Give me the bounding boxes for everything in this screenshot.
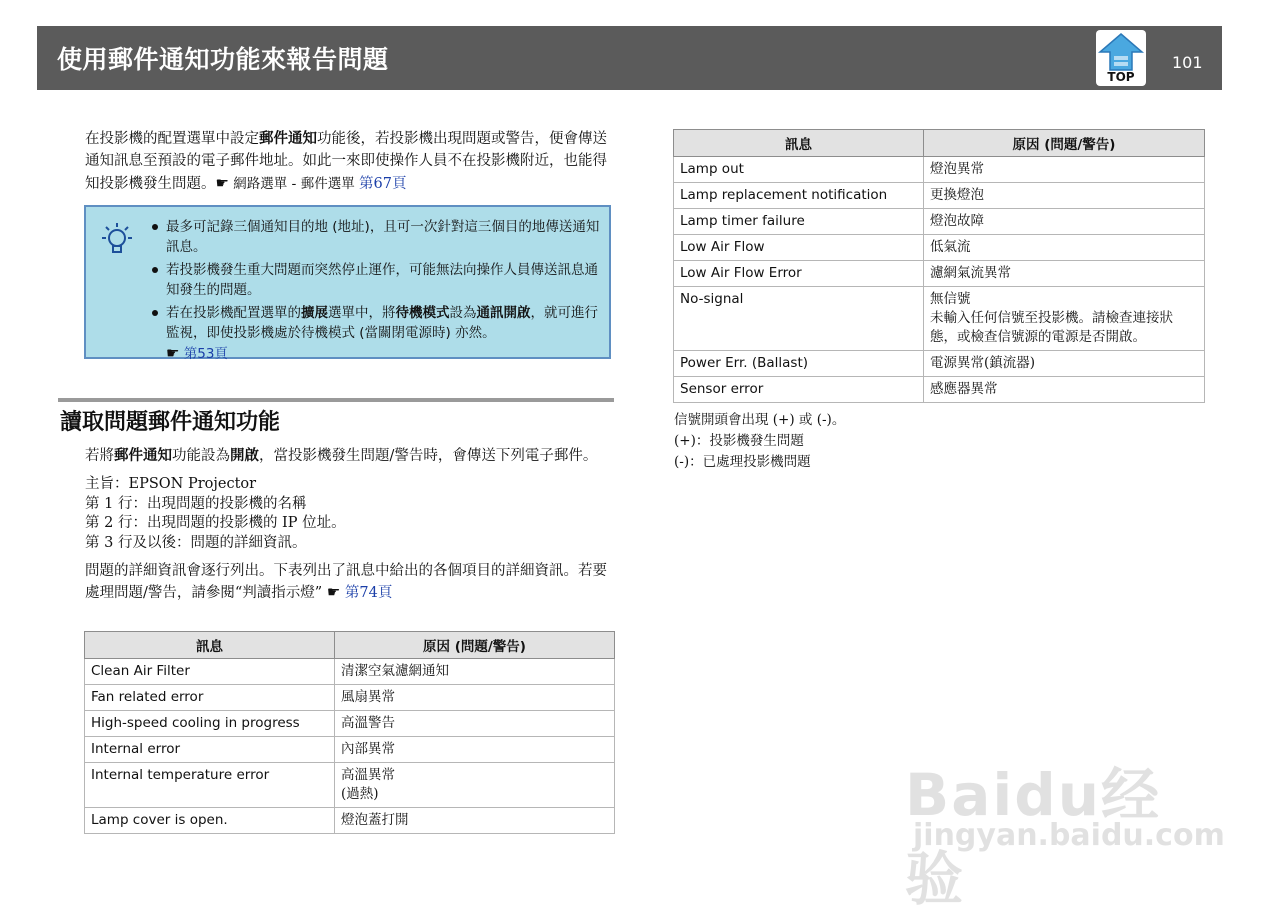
email-line-1: 第 1 行：出現問題的投影機的名稱: [85, 495, 307, 512]
cause-detail: 未輸入任何信號至投影機。請檢查連接狀態，或檢查信號源的電源是否開啟。: [930, 310, 1173, 345]
note-bold: 待機模式: [395, 305, 450, 321]
message-cell: No-signal: [674, 287, 924, 351]
cause-cell: [924, 287, 1205, 351]
cause-cell: [335, 659, 615, 685]
table-row: [85, 808, 615, 834]
watermark-url: jingyan.baidu.com: [913, 818, 1225, 853]
note-box: [84, 205, 611, 362]
message-cell: High-speed cooling in progress: [85, 711, 335, 737]
cause-cell: [924, 209, 1205, 235]
cause-cell: [335, 763, 615, 808]
message-cell: Internal error: [85, 737, 335, 763]
cause-cell: [924, 377, 1205, 403]
message-cell: Clean Air Filter: [85, 659, 335, 685]
signal-note-line-2: (+)：投影機發生問題: [674, 433, 804, 449]
intro-bold: 郵件通知: [259, 130, 317, 147]
cause-text: 電源異常(鎮流器): [930, 355, 1036, 371]
signal-note-line-1: 信號開頭會出現 (+) 或 (-)。: [674, 412, 846, 428]
table-row: [85, 659, 615, 685]
intro-page-link[interactable]: 第67頁: [359, 176, 407, 192]
cause-text: 燈泡故障: [930, 213, 984, 229]
cause-cell: [335, 737, 615, 763]
section-paragraph-2: [85, 561, 615, 604]
cause-cell: [335, 685, 615, 711]
cause-cell: [924, 157, 1205, 183]
message-table-right: [673, 129, 1205, 403]
message-cell: Low Air Flow: [674, 235, 924, 261]
note-item-3: [152, 303, 602, 364]
cause-text: 燈泡蓋打開: [341, 812, 409, 828]
message-cell: Internal temperature error: [85, 763, 335, 808]
section-bold: 郵件通知: [114, 447, 172, 464]
pointing-hand-icon: ☛: [166, 344, 180, 362]
cause-cell: [335, 711, 615, 737]
table-header-row: [85, 632, 615, 659]
cause-detail: (過熱): [341, 786, 379, 802]
note-item-2: 若投影機發生重大問題而突然停止運作，可能無法向操作人員傳送訊息通知發生的問題。: [152, 260, 602, 300]
intro-text-1: 在投影機的配置選單中設定: [85, 131, 259, 147]
note-bold: 通訊開啟: [476, 305, 531, 321]
table-row: [85, 763, 615, 808]
cause-text: 高溫異常: [341, 767, 395, 783]
message-cell: Fan related error: [85, 685, 335, 711]
message-table-left: [84, 631, 615, 834]
section-page-link[interactable]: 第74頁: [344, 585, 393, 601]
watermark: [905, 710, 1225, 913]
table-row: [674, 183, 1205, 209]
section-text: 若將: [85, 448, 114, 464]
message-cell: Lamp cover is open.: [85, 808, 335, 834]
table-header-row: [674, 130, 1205, 157]
message-cell: Lamp out: [674, 157, 924, 183]
column-header-cause: 原因 (問題/警告): [924, 130, 1205, 157]
section-paragraph-1: [85, 445, 615, 467]
message-cell: Lamp replacement notification: [674, 183, 924, 209]
top-nav-button[interactable]: [1096, 30, 1146, 86]
watermark-logo: Baidu经验: [905, 761, 1162, 913]
top-label: TOP: [1107, 70, 1135, 84]
note-bold: 擴展: [301, 305, 328, 321]
section-text: 功能設為: [172, 448, 230, 464]
note-text: 選單中，將: [328, 305, 396, 321]
note-page-link[interactable]: 第53頁: [183, 346, 228, 362]
table-row: [674, 157, 1205, 183]
table-row: [674, 287, 1205, 351]
message-cell: Lamp timer failure: [674, 209, 924, 235]
section-body: [85, 445, 615, 612]
column-header-message: 訊息: [674, 130, 924, 157]
page-number: 101: [1172, 53, 1203, 72]
table-row: [674, 235, 1205, 261]
intro-paragraph: [85, 128, 617, 195]
note-text: 設為: [449, 305, 477, 321]
cause-cell: [924, 261, 1205, 287]
cause-text: 內部異常: [341, 741, 395, 757]
section-text: ，當投影機發生問題/警告時，會傳送下列電子郵件。: [259, 448, 598, 464]
page-title: 使用郵件通知功能來報告問題: [57, 45, 389, 74]
top-nav-icon: [1096, 30, 1146, 72]
column-header-cause: 原因 (問題/警告): [335, 632, 615, 659]
message-cell: Sensor error: [674, 377, 924, 403]
cause-text: 燈泡異常: [930, 161, 984, 177]
cause-cell: [924, 235, 1205, 261]
table-row: [85, 711, 615, 737]
pointing-hand-icon: ☛: [326, 583, 341, 601]
message-cell: Power Err. (Ballast): [674, 351, 924, 377]
signal-note-line-3: (-)：已處理投影機問題: [674, 454, 811, 470]
cause-text: 高溫警告: [341, 715, 395, 731]
cause-cell: [924, 351, 1205, 377]
note-list: [152, 217, 602, 367]
pointing-hand-icon: ☛: [215, 174, 229, 192]
email-line-2: 第 2 行：出現問題的投影機的 IP 位址。: [85, 515, 346, 531]
cause-cell: [924, 183, 1205, 209]
email-format-lines: [85, 475, 615, 553]
signal-notes: [674, 410, 845, 473]
cause-text: 清潔空氣濾網通知: [341, 663, 449, 679]
intro-text-2: 功能後，若投影機出現問題或警告，便會傳送通知訊息至預設的電子郵件地址。如此一來即使操作人員不在投影機附近，也能得知投影機發生問題。: [85, 131, 607, 192]
column-header-message: 訊息: [85, 632, 335, 659]
cause-text: 風扇異常: [341, 689, 395, 705]
table-row: [674, 261, 1205, 287]
cause-text: 感應器異常: [930, 381, 998, 397]
section-heading: 讀取問題郵件通知功能: [60, 410, 281, 435]
email-subject-line: 主旨：EPSON Projector: [85, 476, 257, 492]
cause-text: 低氣流: [930, 239, 971, 255]
table-row: [85, 685, 615, 711]
section-divider: [58, 398, 614, 402]
cause-text: 無信號: [930, 291, 971, 307]
note-text: 若在投影機配置選單的: [166, 305, 301, 321]
message-cell: Low Air Flow Error: [674, 261, 924, 287]
table-row: [85, 737, 615, 763]
note-item-1: 最多可記錄三個通知目的地 (地址)，且可一次針對這三個目的地傳送通知訊息。: [152, 217, 602, 257]
lightbulb-icon: [98, 221, 136, 259]
intro-ref-text: 網路選單 - 郵件選單: [228, 176, 359, 192]
section-text: 問題的詳細資訊會逐行列出。下表列出了訊息中給出的各個項目的詳細資訊。若要處理問題/警告，請參閱“判讀指示燈”: [85, 563, 607, 601]
cause-text: 更換燈泡: [930, 187, 984, 203]
email-line-3: 第 3 行及以後：問題的詳細資訊。: [85, 534, 307, 551]
cause-text: 濾網氣流異常: [930, 265, 1011, 281]
cause-cell: [335, 808, 615, 834]
table-row: [674, 377, 1205, 403]
page-header: [37, 26, 1222, 90]
table-row: [674, 351, 1205, 377]
note-text: ，就可進行監視，即使投影機處於待機模式 (當關閉電源時) 亦然。: [166, 305, 598, 341]
section-bold: 開啟: [230, 447, 259, 464]
table-row: [674, 209, 1205, 235]
